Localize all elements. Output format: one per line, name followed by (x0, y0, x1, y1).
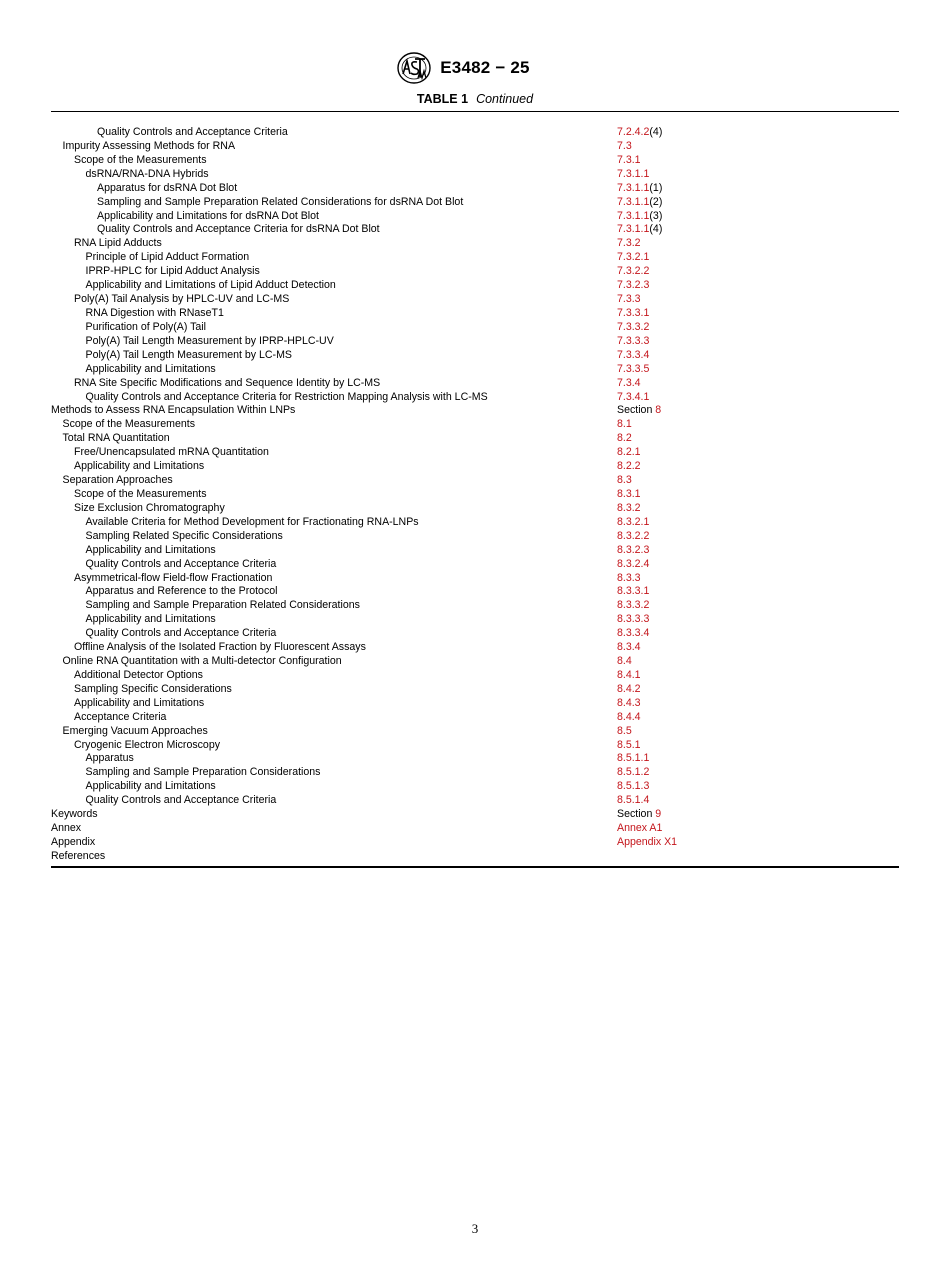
toc-reference-link[interactable]: 8.4.1 (617, 668, 641, 681)
toc-reference-link[interactable]: 7.3.3 (617, 293, 641, 306)
toc-reference-link[interactable]: 7.3.1 (617, 153, 641, 166)
toc-row (51, 418, 899, 432)
toc-entry-title: References (51, 849, 106, 862)
toc-reference-link[interactable]: 8.2 (617, 432, 632, 445)
toc-reference-link[interactable]: 8.5.1 (617, 738, 641, 751)
toc-entry-reference (617, 725, 632, 739)
toc-entry-title: Quality Controls and Acceptance Criteria (97, 126, 288, 138)
toc-row (51, 780, 899, 794)
toc-reference-link[interactable]: 7.3.1.1 (617, 223, 650, 236)
toc-row (51, 585, 899, 599)
toc-entry-reference (617, 655, 632, 669)
toc-entry-reference (617, 377, 641, 391)
toc-entry-reference (617, 140, 632, 154)
toc-entry-title: Sampling and Sample Preparation Related Considerations for dsRNA Dot Blot (97, 195, 464, 208)
toc-entry-title: Sampling and Sample Preparation Related Considerations (85, 599, 360, 612)
toc-entry-title: Applicability and Limitations (85, 362, 216, 375)
toc-reference-link[interactable]: 8.3.2.3 (617, 543, 650, 556)
toc-row (51, 558, 899, 572)
toc-entry-title: Sampling Related Specific Considerations (85, 529, 283, 542)
toc-entry-reference (617, 697, 641, 711)
table-caption (0, 92, 950, 106)
toc-entry-title: Emerging Vacuum Approaches (62, 724, 208, 737)
toc-reference-link[interactable]: 8.4.2 (617, 682, 641, 695)
toc-entry-title: Offline Analysis of the Isolated Fraction by Fluorescent Assays (74, 641, 366, 654)
toc-entry-title: Impurity Assessing Methods for RNA (62, 139, 236, 152)
toc-entry-title: IPRP-HPLC for Lipid Adduct Analysis (85, 265, 260, 278)
table-top-rule (51, 111, 899, 112)
toc-reference-link[interactable]: 8 (655, 404, 662, 417)
toc-entry-reference (617, 613, 649, 627)
toc-reference-link[interactable]: 8.3.3.3 (617, 613, 650, 626)
toc-reference-prefix: Section (617, 404, 656, 417)
toc-row (51, 794, 899, 808)
toc-row (51, 836, 899, 850)
toc-row (51, 752, 899, 766)
toc-row (51, 349, 899, 363)
toc-row (51, 613, 899, 627)
toc-entry-title: Methods to Assess RNA Encapsulation Within LNPs (51, 404, 296, 417)
toc-entry-title: Scope of the Measurements (74, 487, 207, 500)
toc-row (51, 697, 899, 711)
toc-reference-link[interactable]: 8.5.1.1 (617, 752, 650, 765)
toc-entry-reference (617, 293, 641, 307)
toc-reference-link[interactable]: 7.3.1.1 (617, 195, 650, 208)
toc-entry-reference (617, 752, 649, 766)
toc-reference-link[interactable]: 8.5 (617, 724, 632, 737)
toc-row (51, 627, 899, 641)
toc-reference-link[interactable]: 8.3 (617, 474, 632, 487)
toc-reference-link[interactable]: 8.5.1.4 (617, 794, 650, 807)
toc-entry-reference (617, 488, 641, 502)
toc-entry-reference (617, 168, 649, 182)
toc-entry-reference (617, 822, 662, 836)
toc-reference-link[interactable]: Appendix X1 (617, 836, 678, 849)
toc-reference-link[interactable]: 8.3.3.2 (617, 599, 650, 612)
toc-entry-title: Cryogenic Electron Microscopy (74, 738, 221, 751)
toc-entry-title: Apparatus (85, 752, 134, 765)
toc-entry-title: Quality Controls and Acceptance Criteria for Restriction Mapping Analysis with LC-MS (85, 390, 488, 403)
toc-row (51, 223, 899, 237)
toc-row (51, 377, 899, 391)
toc-entry-title: Apparatus for dsRNA Dot Blot (97, 181, 238, 194)
toc-row (51, 321, 899, 335)
toc-entry-reference (617, 739, 641, 753)
toc-row (51, 474, 899, 488)
toc-reference-link[interactable]: 7.3.3.1 (617, 306, 650, 319)
toc-row (51, 307, 899, 321)
toc-entry-reference (617, 627, 649, 641)
toc-reference-link[interactable]: 8.4.3 (617, 696, 641, 709)
toc-reference-link[interactable]: 8.5.1.3 (617, 780, 650, 793)
toc-row (51, 154, 899, 168)
toc-row (51, 279, 899, 293)
table-bottom-rule (51, 866, 899, 868)
toc-entry-reference (617, 780, 649, 794)
toc-row (51, 599, 899, 613)
toc-reference-link[interactable]: 7.3.2.3 (617, 279, 650, 292)
toc-entry-reference (617, 711, 641, 725)
toc-row (51, 168, 899, 182)
toc-reference-link[interactable]: 7.3.2 (617, 237, 641, 250)
toc-entry-reference (617, 223, 662, 237)
toc-reference-link[interactable]: 7.3.1.1 (617, 209, 650, 222)
toc-reference-link[interactable]: 8.3.3 (617, 571, 641, 584)
toc-reference-link[interactable]: 8.5.1.2 (617, 766, 650, 779)
toc-entry-reference (617, 836, 677, 850)
toc-row (51, 210, 899, 224)
toc-entry-reference (617, 237, 641, 251)
toc-row (51, 251, 899, 265)
toc-entry-title: Applicability and Limitations (85, 613, 216, 626)
toc-entry-reference (617, 474, 632, 488)
toc-entry-title: Poly(A) Tail Length Measurement by IPRP-HPLC-UV (85, 334, 334, 347)
toc-entry-title: Available Criteria for Method Development for Fractionating RNA-LNPs (85, 515, 419, 528)
toc-reference-link[interactable]: 7.3.2.1 (617, 251, 650, 264)
toc-entry-title: Quality Controls and Acceptance Criteria for dsRNA Dot Blot (97, 223, 380, 236)
toc-entry-title: Sampling and Sample Preparation Considerations (85, 766, 321, 779)
toc-row (51, 488, 899, 502)
toc-reference-link[interactable]: 8.3.2.1 (617, 515, 650, 528)
toc-entry-title: Total RNA Quantitation (62, 432, 170, 445)
page-number: 3 (471, 1221, 479, 1236)
toc-entry-title: Quality Controls and Acceptance Criteria (85, 627, 277, 640)
toc-reference-link[interactable]: 8.3.3.1 (617, 585, 650, 598)
toc-entry-title: RNA Digestion with RNaseT1 (85, 306, 224, 319)
toc-reference-link[interactable]: 7.2.4.2 (617, 126, 650, 138)
toc-entry-reference (617, 585, 649, 599)
toc-row (51, 808, 899, 822)
table-continued-label: Continued (476, 92, 534, 106)
toc-entry-reference (617, 683, 641, 697)
toc-entry-reference (617, 766, 649, 780)
toc-row (51, 530, 899, 544)
toc-entry-title: Applicability and Limitations (85, 780, 216, 793)
toc-entry-reference (617, 182, 662, 196)
toc-entry-reference (617, 391, 649, 405)
toc-entry-reference (617, 432, 632, 446)
toc-entry-reference (617, 126, 662, 140)
toc-reference-link[interactable]: 7.3 (617, 139, 632, 152)
toc-entry-reference (617, 460, 641, 474)
toc-entry-reference (617, 265, 649, 279)
toc-entry-reference (617, 794, 649, 808)
toc-entry-reference (617, 641, 641, 655)
toc-row (51, 516, 899, 530)
toc-row (51, 725, 899, 739)
toc-reference-link[interactable]: 8.2.1 (617, 446, 641, 459)
toc-reference-link[interactable]: 8.3.3.4 (617, 627, 650, 640)
document-header (0, 52, 950, 84)
toc-entry-title: Poly(A) Tail Length Measurement by LC-MS (85, 348, 292, 361)
toc-entry-title: Applicability and Limitations (74, 460, 205, 473)
toc-entry-title: Free/Unencapsulated mRNA Quantitation (74, 446, 269, 459)
toc-row (51, 460, 899, 474)
toc-entry-reference (617, 321, 649, 335)
toc-entry-title: Annex (51, 822, 82, 835)
toc-entry-title: Applicability and Limitations for dsRNA Dot Blot (97, 209, 319, 222)
toc-entry-reference (617, 669, 641, 683)
toc-row (51, 739, 899, 753)
toc-entry-reference (617, 307, 649, 321)
toc-entry-title: Additional Detector Options (74, 668, 203, 681)
toc-reference-link[interactable]: 8.1 (617, 418, 632, 431)
toc-entry-title: Purification of Poly(A) Tail (85, 320, 207, 333)
toc-entry-title: Principle of Lipid Adduct Formation (85, 251, 250, 264)
toc-entry-title: Apparatus and Reference to the Protocol (85, 585, 278, 598)
toc-row (51, 237, 899, 251)
toc-reference-link[interactable]: 8.3.1 (617, 487, 641, 500)
toc-reference-link[interactable]: 7.3.3.2 (617, 320, 650, 333)
toc-reference-suffix: (2) (649, 195, 663, 208)
toc-row (51, 335, 899, 349)
toc-reference-link[interactable]: 8.3.2.2 (617, 529, 650, 542)
toc-entry-title: RNA Lipid Adducts (74, 237, 162, 250)
toc-entry-reference (617, 446, 641, 460)
toc-row (51, 850, 899, 864)
toc-row (51, 404, 899, 418)
toc-reference-link[interactable]: 7.3.4 (617, 376, 641, 389)
document-number: E3482 − 25 (440, 58, 530, 77)
toc-entry-title: Poly(A) Tail Analysis by HPLC-UV and LC-MS (74, 293, 290, 306)
toc-row (51, 766, 899, 780)
toc-row (51, 182, 899, 196)
toc-row (51, 572, 899, 586)
astm-logo-icon (396, 52, 432, 84)
toc-reference-link[interactable]: 8.4.4 (617, 710, 641, 723)
toc-reference-link[interactable]: 7.3.3.3 (617, 334, 650, 347)
toc-reference-prefix: Section (617, 808, 656, 821)
toc-reference-link[interactable]: 7.3.3.4 (617, 348, 650, 361)
toc-row (51, 655, 899, 669)
toc-entry-reference (617, 544, 649, 558)
toc-entry-title: Keywords (51, 808, 98, 821)
toc-row (51, 293, 899, 307)
toc-row (51, 446, 899, 460)
toc-row (51, 126, 899, 140)
toc-reference-link[interactable]: 7.3.1.1 (617, 167, 650, 180)
toc-entry-reference (617, 210, 662, 224)
toc-reference-link[interactable]: 7.3.4.1 (617, 390, 650, 403)
toc-entry-title: Acceptance Criteria (74, 710, 167, 723)
toc-entry-title: Sampling Specific Considerations (74, 682, 232, 695)
toc-entry-title: Quality Controls and Acceptance Criteria (85, 557, 277, 570)
toc-entry-reference (617, 418, 632, 432)
toc-row (51, 140, 899, 154)
toc-row (51, 711, 899, 725)
toc-entry-reference (617, 196, 662, 210)
toc-row (51, 363, 899, 377)
toc-entry-title: Applicability and Limitations of Lipid Adduct Detection (85, 279, 336, 292)
toc-reference-link[interactable]: 8.4 (617, 655, 632, 668)
toc-entry-reference (617, 335, 649, 349)
toc-entry-title: Scope of the Measurements (62, 418, 195, 431)
toc-reference-link[interactable]: 8.3.4 (617, 641, 641, 654)
table-label: TABLE 1 (416, 92, 469, 106)
toc-entry-reference (617, 349, 649, 363)
toc-row (51, 683, 899, 697)
toc-reference-link[interactable]: 8.2.2 (617, 460, 641, 473)
toc-reference-suffix: (3) (649, 209, 663, 222)
toc-entry-title: Applicability and Limitations (85, 543, 216, 556)
toc-entry-reference (617, 279, 649, 293)
toc-entry-title: dsRNA/RNA-DNA Hybrids (85, 167, 209, 180)
toc-entry-reference (617, 502, 641, 516)
toc-reference-link[interactable]: 8.3.2 (617, 501, 641, 514)
toc-reference-link[interactable]: 8.3.2.4 (617, 557, 650, 570)
toc-row (51, 544, 899, 558)
toc-entry-reference (617, 808, 661, 822)
toc-entry-title: Quality Controls and Acceptance Criteria (85, 794, 277, 807)
toc-reference-link[interactable]: Annex A1 (617, 822, 663, 835)
toc-row (51, 822, 899, 836)
toc-row (51, 265, 899, 279)
toc-entry-reference (617, 599, 649, 613)
toc-row (51, 641, 899, 655)
toc-entry-reference (617, 404, 661, 418)
toc-row (51, 432, 899, 446)
table-of-contents (51, 126, 899, 864)
toc-reference-link[interactable]: 7.3.2.2 (617, 265, 650, 278)
toc-entry-reference (617, 363, 649, 377)
toc-reference-link[interactable]: 7.3.1.1 (617, 181, 650, 194)
toc-entry-reference (617, 154, 641, 168)
toc-entry-reference (617, 251, 649, 265)
toc-entry-reference (617, 530, 649, 544)
toc-entry-title: Size Exclusion Chromatography (74, 501, 225, 514)
toc-entry-title: Online RNA Quantitation with a Multi-detector Configuration (62, 655, 342, 668)
toc-entry-title: Applicability and Limitations (74, 696, 205, 709)
toc-reference-link[interactable]: 9 (655, 808, 662, 821)
toc-row (51, 196, 899, 210)
toc-row (51, 502, 899, 516)
toc-entry-reference (617, 572, 641, 586)
toc-reference-suffix: (4) (649, 126, 663, 138)
toc-entry-title: Asymmetrical-flow Field-flow Fractionation (74, 571, 273, 584)
toc-reference-link[interactable]: 7.3.3.5 (617, 362, 650, 375)
toc-entry-reference (617, 516, 649, 530)
toc-entry-title: Appendix (51, 836, 96, 849)
toc-reference-suffix: (4) (649, 223, 663, 236)
toc-row (51, 391, 899, 405)
toc-row (51, 669, 899, 683)
toc-entry-title: Separation Approaches (62, 474, 173, 487)
toc-entry-title: Scope of the Measurements (74, 153, 207, 166)
toc-reference-suffix: (1) (649, 181, 663, 194)
toc-entry-reference (617, 558, 649, 572)
toc-entry-title: RNA Site Specific Modifications and Sequence Identity by LC-MS (74, 376, 381, 389)
